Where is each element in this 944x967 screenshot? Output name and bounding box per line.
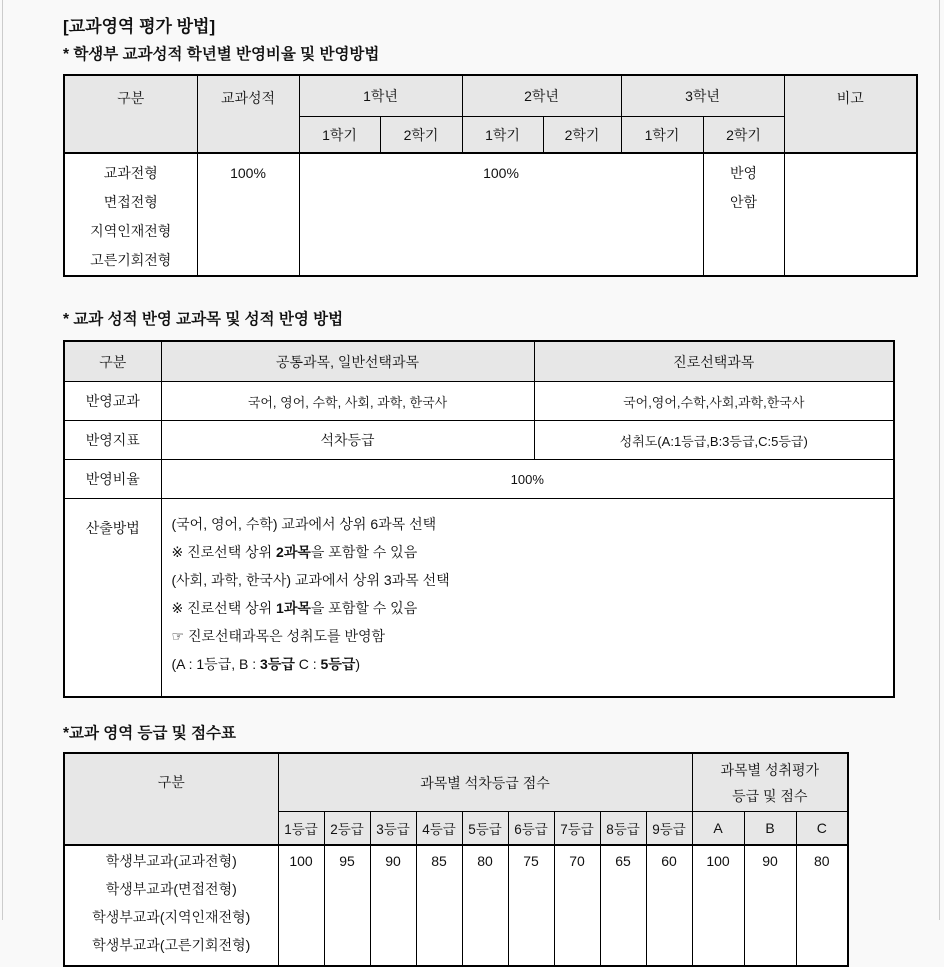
t3-rank-value: 95	[324, 845, 370, 966]
t2-row-reflect-ratio	[64, 460, 894, 499]
t1-admission-types-cell	[64, 153, 197, 276]
t3-achievement-line1: 과목별 성취평가	[720, 761, 820, 778]
t3-rank-value: 60	[646, 845, 692, 966]
t2-label-reflect-subjects: 반영교과	[64, 382, 161, 421]
admission-type: 고른기회전형	[90, 252, 172, 268]
t3-achievement-value: 100	[692, 845, 744, 966]
t3-rank-label: 6등급	[508, 812, 554, 846]
t3-body-row	[64, 845, 848, 966]
t2-common-index: 석차등급	[161, 421, 534, 460]
t3-row-label: 학생부교과(고른기회전형)	[92, 937, 251, 953]
admission-type: 교과전형	[103, 165, 158, 181]
t1-header-grade1: 1학년	[299, 75, 462, 117]
t1-header-sem-3-1: 1학기	[621, 117, 703, 154]
t2-label-reflect-ratio: 반영비율	[64, 460, 161, 499]
method-lines	[161, 499, 894, 698]
t3-header-achievement	[692, 753, 848, 812]
t3-rank-label: 7등급	[554, 812, 600, 846]
t2-row-reflect-subjects	[64, 382, 894, 421]
t3-rank-label: 4등급	[416, 812, 462, 846]
not-reflected-line: 반영	[729, 165, 758, 181]
admission-type: 지역인재전형	[90, 223, 172, 239]
grade-score-table	[63, 752, 849, 967]
t3-achievement-label-c: C	[796, 812, 848, 846]
t3-rank-value: 80	[462, 845, 508, 966]
t1-header-sem-3-2: 2학기	[703, 117, 784, 154]
t3-rank-value: 85	[416, 845, 462, 966]
t1-header-row-1	[64, 75, 917, 117]
t3-row-label: 학생부교과(지역인재전형)	[92, 909, 251, 925]
t3-rank-value: 75	[508, 845, 554, 966]
t1-body-row	[64, 153, 917, 276]
t2-career-index: 성취도(A:1등급,B:3등급,C:5등급)	[534, 421, 894, 460]
t3-row-label: 학생부교과(교과전형)	[105, 853, 237, 869]
t3-rank-label: 1등급	[278, 812, 324, 846]
t2-header-career: 진로선택과목	[534, 341, 894, 382]
t3-achievement-label-a: A	[692, 812, 744, 846]
t3-rank-value: 90	[370, 845, 416, 966]
t3-achievement-label-b: B	[744, 812, 796, 846]
t1-header-grade3: 3학년	[621, 75, 784, 117]
page-title: [교과영역 평가 방법]	[63, 17, 216, 36]
t3-rank-value: 100	[278, 845, 324, 966]
t3-achievement-value: 90	[744, 845, 796, 966]
t1-not-reflected-cell	[703, 153, 784, 276]
t1-header-grade2: 2학년	[462, 75, 621, 117]
section-heading-score-table: *교과 영역 등급 및 점수표	[63, 725, 236, 742]
not-reflected-line: 안함	[729, 194, 758, 210]
t3-rank-value: 65	[600, 845, 646, 966]
t2-row-reflect-index	[64, 421, 894, 460]
t2-ratio-value: 100%	[161, 460, 894, 499]
t2-header-row	[64, 341, 894, 382]
t2-career-subjects: 국어,영어,수학,사회,과학,한국사	[534, 382, 894, 421]
t3-header-gubun: 구분	[64, 753, 278, 845]
t3-rank-label: 5등급	[462, 812, 508, 846]
method-line: ☞ 진로선태과목은 성취도를 반영함	[171, 628, 386, 644]
t1-note-cell	[784, 153, 917, 276]
subject-method-table	[63, 340, 895, 698]
t3-rank-label: 2등급	[324, 812, 370, 846]
t3-rank-label: 9등급	[646, 812, 692, 846]
t1-reflected-value: 100%	[299, 153, 703, 276]
admission-type: 면접전형	[103, 194, 158, 210]
t3-rank-label: 8등급	[600, 812, 646, 846]
t2-row-calc-method	[64, 499, 894, 698]
grade-ratio-table	[63, 74, 918, 277]
t3-rank-label: 3등급	[370, 812, 416, 846]
t3-achievement-line2: 등급 및 점수	[732, 787, 808, 804]
method-line: ※ 진로선택 상위 2과목을 포함할 수 있음	[171, 544, 418, 560]
page-left-border	[2, 0, 3, 920]
t3-row-labels-cell	[64, 845, 278, 966]
t3-rank-value: 70	[554, 845, 600, 966]
t3-header-rank-scores: 과목별 석차등급 점수	[278, 753, 692, 812]
t2-label-reflect-index: 반영지표	[64, 421, 161, 460]
t1-header-sem-1-1: 1학기	[299, 117, 380, 154]
t2-common-subjects: 국어, 영어, 수학, 사회, 과학, 한국사	[161, 382, 534, 421]
method-line: ※ 진로선택 상위 1과목을 포함할 수 있음	[171, 600, 418, 616]
t1-header-sem-2-2: 2학기	[543, 117, 621, 154]
t2-header-gubun: 구분	[64, 341, 161, 382]
t1-header-sem-1-2: 2학기	[380, 117, 462, 154]
method-line: (국어, 영어, 수학) 교과에서 상위 6과목 선택	[171, 516, 437, 532]
t1-header-subject-score: 교과성적	[197, 75, 299, 153]
t3-row-label: 학생부교과(면접전형)	[105, 881, 237, 897]
t1-header-sem-2-1: 1학기	[462, 117, 543, 154]
method-line: (사회, 과학, 한국사) 교과에서 상위 3과목 선택	[171, 572, 450, 588]
t2-label-calc-method: 산출방법	[64, 499, 161, 698]
page-right-border	[939, 0, 940, 920]
section-heading-subjects: * 교과 성적 반영 교과목 및 성적 반영 방법	[63, 311, 344, 328]
t3-header-row-1	[64, 753, 848, 812]
t2-header-common: 공통과목, 일반선택과목	[161, 341, 534, 382]
t3-achievement-value: 80	[796, 845, 848, 966]
section-heading-grade-ratio: * 학생부 교과성적 학년별 반영비율 및 반영방법	[63, 46, 380, 63]
t1-subject-score-value: 100%	[197, 153, 299, 276]
t1-header-gubun: 구분	[64, 75, 197, 153]
method-line: (A : 1등급, B : 3등급 C : 5등급)	[171, 656, 361, 672]
t1-header-note: 비고	[784, 75, 917, 153]
